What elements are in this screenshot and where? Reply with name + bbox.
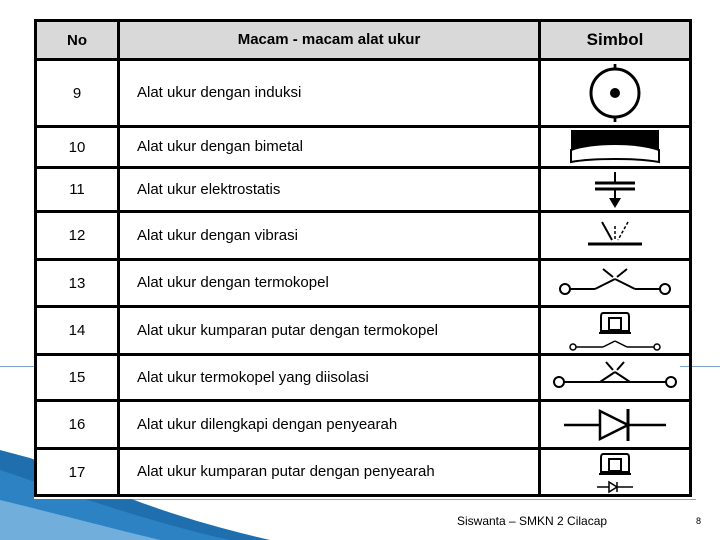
row-symbol (540, 212, 691, 260)
row-number: 14 (36, 307, 119, 355)
row-description: Alat ukur elektrostatis (119, 168, 540, 212)
insulated-thermocouple-symbol-icon (552, 360, 678, 396)
row-symbol (540, 168, 691, 212)
table-row (36, 401, 691, 449)
footer-author: Siswanta – SMKN 2 Cilacap (457, 514, 608, 528)
table-row (36, 60, 691, 127)
header-no: No (36, 21, 119, 60)
row-description: Alat ukur termokopel yang diisolasi (119, 355, 540, 401)
table-row (36, 355, 691, 401)
header-description: Macam - macam alat ukur (119, 21, 540, 60)
row-symbol (540, 60, 691, 127)
row-description: Alat ukur dengan termokopel (119, 260, 540, 307)
induction-symbol-icon (580, 62, 650, 124)
row-description: Alat ukur kumparan putar dengan termokopel (119, 307, 540, 355)
table-row (36, 212, 691, 260)
electrostatic-symbol-icon (585, 170, 645, 210)
moving-coil-rectifier-symbol-icon (585, 450, 645, 494)
row-number: 9 (36, 60, 119, 127)
row-symbol (540, 307, 691, 355)
row-description: Alat ukur dengan vibrasi (119, 212, 540, 260)
row-number: 16 (36, 401, 119, 449)
table-row (36, 127, 691, 168)
table-row (36, 449, 691, 496)
row-number: 10 (36, 127, 119, 168)
moving-coil-thermocouple-symbol-icon (565, 309, 665, 353)
row-symbol (540, 401, 691, 449)
bimetal-symbol-icon (567, 128, 663, 166)
row-symbol (540, 127, 691, 168)
row-number: 12 (36, 212, 119, 260)
row-symbol (540, 260, 691, 307)
row-symbol (540, 355, 691, 401)
row-number: 11 (36, 168, 119, 212)
row-symbol (540, 449, 691, 496)
table-row (36, 168, 691, 212)
decorative-line-left (0, 366, 34, 367)
header-symbol: Simbol (540, 21, 691, 60)
row-description: Alat ukur dilengkapi dengan penyearah (119, 401, 540, 449)
instrument-table-container (34, 19, 680, 499)
table-row (36, 260, 691, 307)
row-description: Alat ukur dengan induksi (119, 60, 540, 127)
instrument-symbol-table (34, 19, 692, 497)
row-number: 13 (36, 260, 119, 307)
row-number: 17 (36, 449, 119, 496)
table-header-row (36, 21, 691, 60)
rectifier-symbol-icon (560, 405, 670, 445)
row-description: Alat ukur dengan bimetal (119, 127, 540, 168)
vibration-symbol-icon (580, 216, 650, 256)
page-number: 8 (696, 516, 702, 526)
row-number: 15 (36, 355, 119, 401)
table-row (36, 307, 691, 355)
thermocouple-symbol-icon (555, 265, 675, 301)
row-description: Alat ukur kumparan putar dengan penyearah (119, 449, 540, 496)
